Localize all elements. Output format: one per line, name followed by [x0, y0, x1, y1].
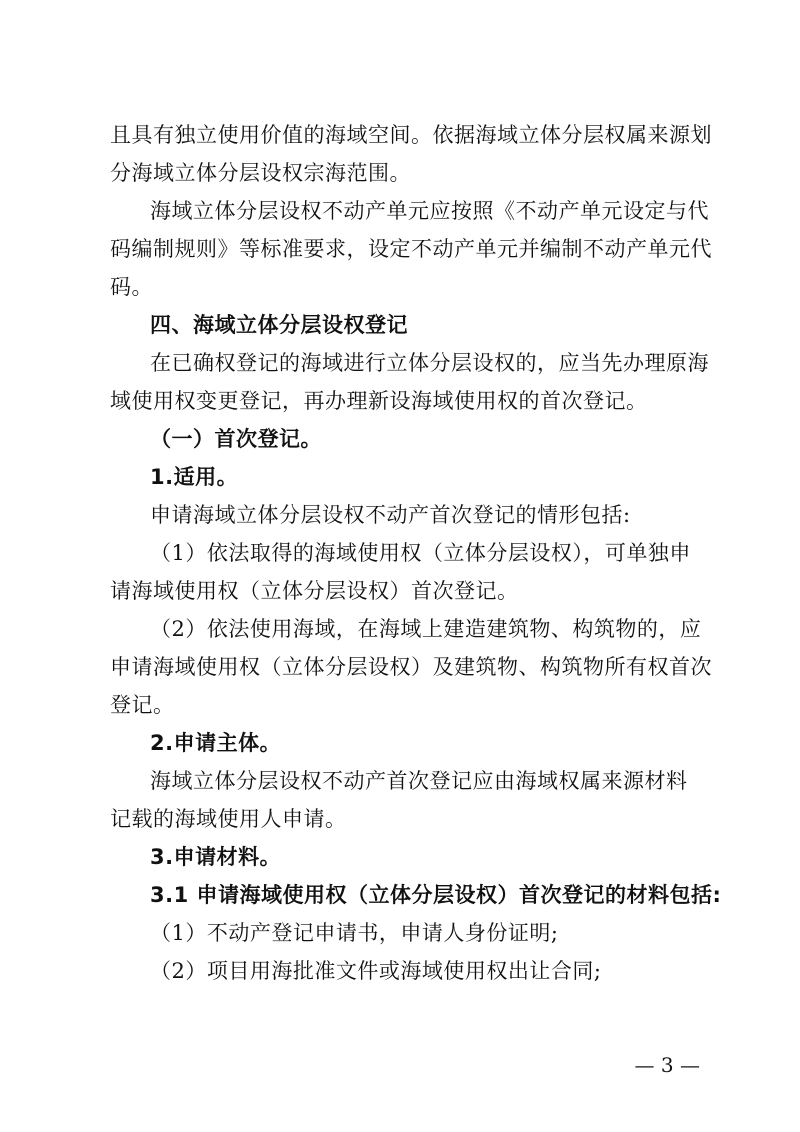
item-heading: 3.申请材料。 — [150, 845, 282, 869]
body-text-line: 登记。 — [110, 693, 175, 717]
page-number: — 3 — — [634, 1053, 700, 1077]
body-text-line: 码。 — [110, 275, 153, 299]
body-text-line: 记载的海域使用人申请。 — [110, 807, 347, 831]
section-heading: 四、海域立体分层设权登记 — [150, 313, 408, 337]
item-heading: 2.申请主体。 — [150, 731, 282, 755]
body-text-line: 在已确权登记的海域进行立体分层设权的，应当先办理原海 — [150, 351, 709, 375]
body-text-line: 请海域使用权（立体分层设权）首次登记。 — [110, 579, 519, 603]
body-text-line: 申请海域使用权（立体分层设权）及建筑物、构筑物所有权首次 — [110, 655, 712, 679]
body-text-line: 申请海域立体分层设权不动产首次登记的情形包括: — [150, 503, 631, 527]
body-text-line: 域使用权变更登记，再办理新设海域使用权的首次登记。 — [110, 389, 648, 413]
body-text-line: 且具有独立使用价值的海域空间。依据海域立体分层权属来源划 — [110, 123, 712, 147]
body-text-line: 码编制规则》等标准要求，设定不动产单元并编制不动产单元代 — [110, 237, 712, 261]
body-text-line: 分海域立体分层设权宗海范围。 — [110, 161, 411, 185]
body-text-line: （1）不动产登记申请书，申请人身份证明; — [150, 921, 559, 945]
body-text-line: 海域立体分层设权不动产单元应按照《不动产单元设定与代 — [150, 199, 709, 223]
item-heading: 1.适用。 — [150, 465, 239, 489]
body-text-line: （2）项目用海批准文件或海域使用权出让合同; — [150, 959, 602, 983]
body-text-line: （1）依法取得的海域使用权（立体分层设权），可单独申 — [150, 541, 691, 565]
item-subheading: 3.1 申请海域使用权（立体分层设权）首次登记的材料包括: — [150, 883, 722, 907]
body-text-line: 海域立体分层设权不动产首次登记应由海域权属来源材料 — [150, 769, 688, 793]
body-text-line: （2）依法使用海域，在海域上建造建筑物、构筑物的，应 — [150, 617, 702, 641]
subsection-heading: （一）首次登记。 — [150, 427, 322, 451]
